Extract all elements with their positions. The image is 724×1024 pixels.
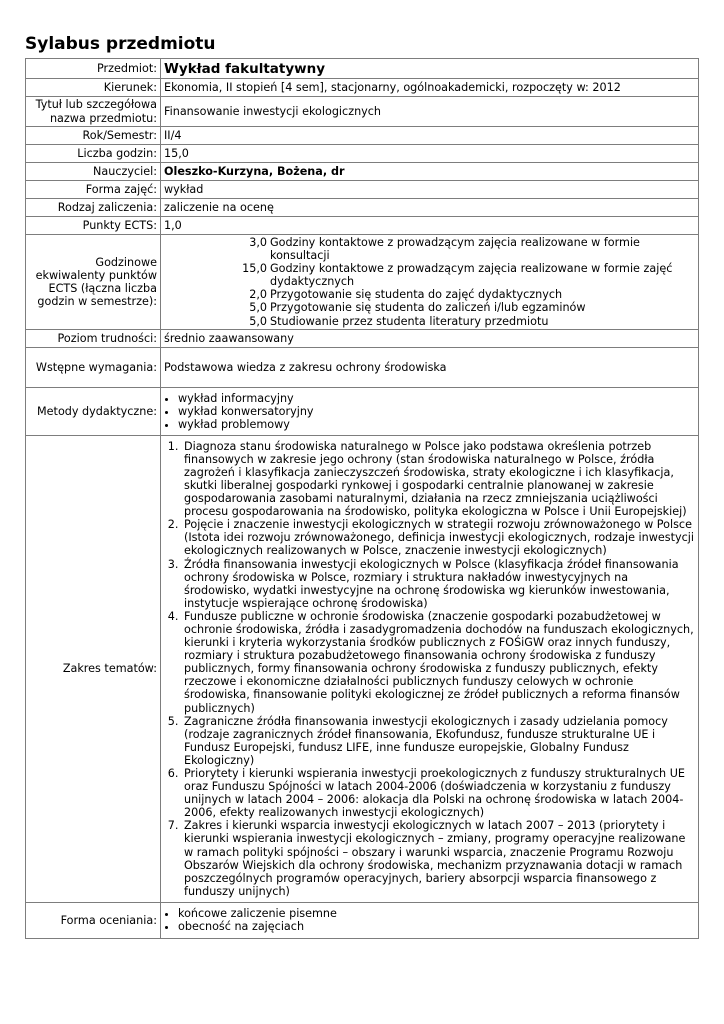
methods-list: [164, 392, 695, 431]
label-rok: Rok/Semestr:: [26, 127, 161, 145]
value-poziom: średnio zaawansowany: [161, 329, 699, 347]
list-item: 4. Fundusze publiczne w ochronie środowiska (znaczenie gospodarki pozabudżetowej w ochronie środowiska, źródła i zasadygromadzenia dochodów na funduszach ekologicznych, kierunki i kryteria wykorzystania środków publicznych z FOŚiGW oraz innych funduszy, rozmiary i struktura pozabudżetowego finansowania ochrony środowiska z funduszy publicznych, formy finansowania ochrony środowiska z funduszy publicznych, efekty rzeczowe i ekonomiczne działalności publicznych funduszy celowych w ochronie środowiska, finansowanie polityki ekologicznej ze źródeł publicznych a reforma finansów publicznych): [182, 610, 695, 715]
value-godziny: 15,0: [161, 145, 699, 163]
syllabus-table: [25, 58, 699, 939]
list-item: 7. Zakres i kierunki wsparcia inwestycji ekologicznych w latach 2007 – 2013 (priorytety i kierunki wspierania inwestycji ekologicznych – zmiany, programy operacyjne realizowane w ramach polityki spójności – obszary i warunki wsparcia, znaczenie Programu Rozwoju Obszarów Wiejskich dla ochrony środowiska, mechanizm przyznawania dotacji w ramach poszczególnych programów operacyjnych, bariery absorpcji wsparcia finansowego z funduszy unijnych): [182, 819, 695, 898]
ects-hours: 5,0: [249, 301, 267, 315]
ects-item: [164, 288, 695, 301]
row-tytul: [26, 97, 699, 127]
ects-item: [164, 236, 695, 262]
row-forma: [26, 181, 699, 199]
ects-hours: 3,0: [249, 236, 267, 249]
list-item: • końcowe zaliczenie pisemne: [178, 907, 695, 920]
label-przedmiot: Przedmiot:: [26, 59, 161, 79]
label-metody: Metody dydaktyczne:: [26, 387, 161, 435]
ects-description: Przygotowanie się studenta do zajęć dydaktycznych: [270, 288, 563, 302]
value-nauczyciel: Oleszko-Kurzyna, Bożena, dr: [161, 163, 699, 181]
value-ekwiwalenty: [161, 235, 699, 330]
value-rok: II/4: [161, 127, 699, 145]
value-wymagania: Podstawowa wiedza z zakresu ochrony środowiska: [161, 347, 699, 387]
row-ocenianie: [26, 902, 699, 938]
value-zakres: [161, 435, 699, 902]
value-kierunek: Ekonomia, II stopień [4 sem], stacjonarny, ogólnoakademicki, rozpoczęty w: 2012: [161, 79, 699, 97]
value-tytul: Finansowanie inwestycji ekologicznych: [161, 97, 699, 127]
grading-list: [164, 907, 695, 933]
label-forma: Forma zajęć:: [26, 181, 161, 199]
label-tytul: Tytuł lub szczegółowa nazwa przedmiotu:: [26, 97, 161, 127]
ects-description: Przygotowanie się studenta do zaliczeń i/lub egzaminów: [270, 301, 586, 315]
ects-hours: 2,0: [249, 288, 267, 302]
list-item: • wykład informacyjny: [178, 392, 695, 405]
row-zakres: [26, 435, 699, 902]
value-metody: [161, 387, 699, 435]
page-title: Sylabus przedmiotu: [25, 34, 216, 54]
ects-description: Studiowanie przez studenta literatury przedmiotu: [270, 314, 549, 328]
label-ocenianie: Forma oceniania:: [26, 902, 161, 938]
value-forma: wykład: [161, 181, 699, 199]
ects-description: Godziny kontaktowe z prowadzącym zajęcia realizowane w formie konsultacji: [270, 236, 640, 263]
label-ekwiwalenty: Godzinowe ekwiwalenty punktów ECTS (łączna liczba godzin w semestrze):: [26, 235, 161, 330]
label-wymagania: Wstępne wymagania:: [26, 347, 161, 387]
row-kierunek: [26, 79, 699, 97]
label-kierunek: Kierunek:: [26, 79, 161, 97]
label-godziny: Liczba godzin:: [26, 145, 161, 163]
label-ects: Punkty ECTS:: [26, 217, 161, 235]
list-item: 6. Priorytety i kierunki wspierania inwestycji proekologicznych z funduszy strukturalnych UE oraz Funduszu Spójności w latach 2004-2006 (doświadczenia w korzystaniu z funduszy unijnych w latach 2004 – 2006: alokacja dla Polski na ochronę środowiska w latach 2004-2006, efekty realizowanych inwestycji ekologicznych): [182, 767, 695, 819]
ects-item: [164, 262, 695, 288]
list-item: • obecność na zajęciach: [178, 920, 695, 933]
label-poziom: Poziom trudności:: [26, 329, 161, 347]
ects-description: Godziny kontaktowe z prowadzącym zajęcia realizowane w formie zajęć dydaktycznych: [270, 262, 673, 289]
list-item: 1. Diagnoza stanu środowiska naturalnego w Polsce jako podstawa określenia potrzeb finansowych w zakresie jego ochrony (stan środowiska naturalnego w Polsce, źródła zagrożeń i klasyfikacja zanieczyszczeń środowiska, straty ekologiczne i ich klasyfikacja, skutki liberalnej gospodarki rynkowej i gospodarki centralnie planowanej w zakresie gospodarowania zasobami naturalnymi, działania na rzecz zmniejszania uciążliwości procesu gospodarowania na środowisko, polityka ekologiczna w Polsce i Unii Europejskiej): [182, 440, 695, 519]
label-zakres: Zakres tematów:: [26, 435, 161, 902]
value-rodzaj: zaliczenie na ocenę: [161, 199, 699, 217]
row-nauczyciel: [26, 163, 699, 181]
row-przedmiot: [26, 59, 699, 79]
value-ocenianie: [161, 902, 699, 938]
row-ects: [26, 217, 699, 235]
value-przedmiot: Wykład fakultatywny: [161, 59, 699, 79]
row-rok: [26, 127, 699, 145]
ects-hours: 15,0: [242, 262, 267, 276]
row-ekwiwalenty: [26, 235, 699, 330]
value-ects: 1,0: [161, 217, 699, 235]
list-item: • wykład konwersatoryjny: [178, 405, 695, 418]
list-item: 5. Zagraniczne źródła finansowania inwestycji ekologicznych i zasady udzielania pomocy (rodzaje zagranicznych źródeł finansowania, Ekofundusz, fundusze strukturalne UE i Fundusz Europejski, fundusz LIFE, inne fundusze europejskie, Globalny Fundusz Ekologiczny): [182, 715, 695, 767]
list-item: • wykład problemowy: [178, 418, 695, 431]
label-rodzaj: Rodzaj zaliczenia:: [26, 199, 161, 217]
row-poziom: [26, 329, 699, 347]
row-metody: [26, 387, 699, 435]
row-wymagania: [26, 347, 699, 387]
row-rodzaj: [26, 199, 699, 217]
label-nauczyciel: Nauczyciel:: [26, 163, 161, 181]
row-godziny: [26, 145, 699, 163]
ects-item: [164, 301, 695, 314]
ects-hours: 5,0: [249, 314, 267, 328]
topics-list: [164, 440, 695, 898]
ects-item: [164, 315, 695, 328]
list-item: 3. Źródła finansowania inwestycji ekologicznych w Polsce (klasyfikacja źródeł finansowania ochrony środowiska w Polsce, rozmiary i struktura nakładów inwestycyjnych na środowisko, wydatki inwestycyjne na ochronę środowiska wg kierunków inwestowania, instytucje wspierające ochronę środowiska): [182, 558, 695, 610]
list-item: 2. Pojęcie i znaczenie inwestycji ekologicznych w strategii rozwoju zrównoważonego w Polsce (Istota idei rozwoju zrównoważonego, definicja inwestycji ekologicznych, rodzaje inwestycji ekologicznych realizowanych w Polsce, znaczenie inwestycji ekologicznych): [182, 518, 695, 557]
